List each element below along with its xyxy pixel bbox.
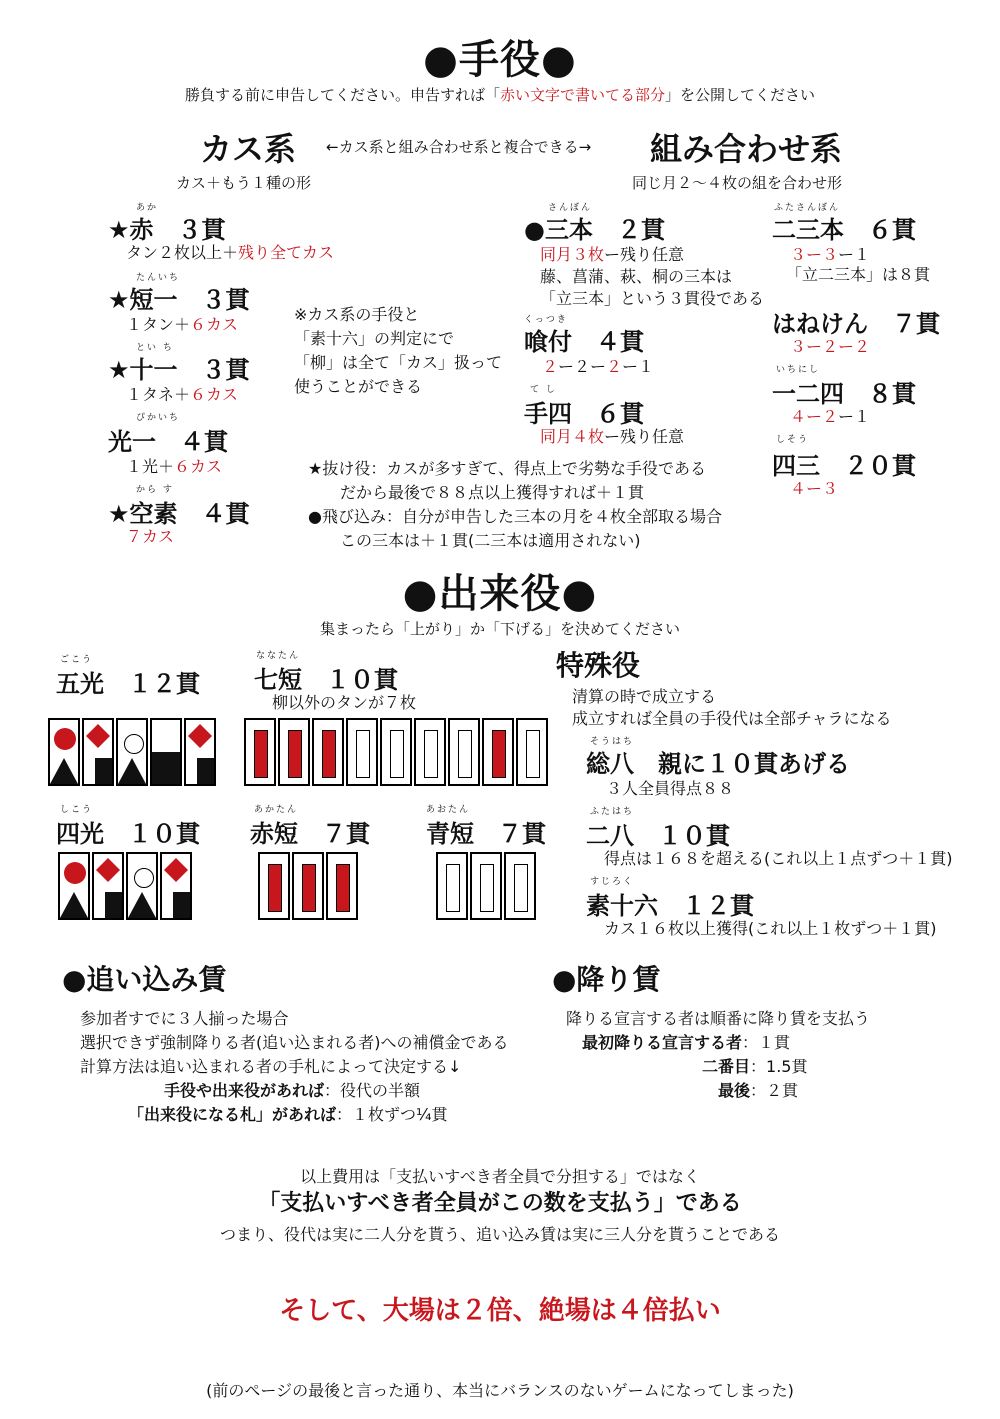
yaku-haneken-desc: ３ー２ー２	[790, 337, 871, 356]
oikomi-line-1: 参加者すでに３人揃った場合	[80, 1009, 289, 1028]
oikomi-line-5: 「出来役になる札」があれば：１枚ずつ¼貫	[128, 1105, 448, 1124]
yaku-sujiroku-desc: カス１６枚以上獲得(これ以上１枚ずつ＋１貫)	[604, 919, 937, 938]
yaku-aka: ★赤 ３貫	[108, 216, 226, 244]
section-title-teyaku: ●手役●	[423, 37, 577, 83]
akatan-cards	[258, 852, 358, 920]
ruby-goko: ごこう	[60, 655, 94, 665]
yaku-sanbon-desc3: 「立三本」という３貫役である	[540, 289, 765, 308]
footer-line-1: 以上費用は「支払いすべき者全員で分担する」ではなく	[300, 1167, 700, 1186]
footer-line-3: つまり、役代は実に二人分を貰う、追い込み賃は実に三人分を貰うことである	[219, 1225, 780, 1244]
ruby-futahachi: ふたはち	[590, 807, 635, 817]
tokushu-line-2: 成立すれば全員の手役代は全部チャラになる	[572, 709, 892, 728]
tanzaku-card-icon	[346, 718, 378, 786]
ruby-pikaichi: ぴかいち	[136, 413, 181, 423]
moon-card-icon	[116, 718, 148, 786]
tobikomi-line-2: この三本は＋１貫(二三本は適用されない)	[340, 531, 641, 550]
tanzaku-card-icon	[470, 852, 502, 920]
shiko-cards	[58, 852, 192, 920]
tanzaku-card-icon	[244, 718, 276, 786]
ruby-sohachi: そうはち	[590, 737, 635, 747]
yaku-sohachi-desc: ３人全員得点８８	[606, 779, 735, 798]
yaku-teshi: 手四 ６貫	[524, 400, 644, 428]
ruby-aka: あか	[136, 203, 159, 213]
yaku-aka-desc: タン２枚以上＋残り全てカス	[126, 243, 335, 262]
yaku-shiko: 四光 １０貫	[56, 820, 200, 848]
note-line-1: ※カス系の手役と	[294, 305, 420, 324]
tanzaku-card-icon	[504, 852, 536, 920]
yaku-pikaichi-desc: １光＋６カス	[126, 457, 223, 476]
ruby-karasu: から す	[136, 485, 174, 495]
ruby-sujiroku: すじろく	[590, 877, 635, 887]
tanzaku-card-icon	[292, 852, 324, 920]
tobikomi-line-1: ●飛び込み：自分が申告した三本の月を４枚全部取る場合	[308, 507, 722, 526]
ori-line-2: 最初降りる宣言する者：１貫	[582, 1033, 791, 1052]
yaku-teshi-desc: 同月４枚ー残り任意	[540, 427, 685, 446]
ori-heading: ●降り賃	[552, 963, 661, 996]
kasu-combo-link: ←カス系と組み合わせ系と複合できる→	[326, 138, 592, 156]
yaku-futahachi-desc: 得点は１６８を超える(これ以上１点ずつ＋１貫)	[604, 849, 953, 868]
yaku-karasu: ★空素 ４貫	[108, 500, 250, 528]
yaku-kuttsuki-desc: ２ー２ー２ー１	[542, 357, 655, 376]
teyaku-intro: 勝負する前に申告してください。申告すれば「赤い文字で書いてる部分」を公開してください	[184, 86, 816, 104]
tanzaku-card-icon	[414, 718, 446, 786]
goko-cards	[48, 718, 216, 786]
yaku-sanbon-desc2: 藤、菖蒲、萩、桐の三本は	[540, 267, 733, 286]
yaku-sujiroku: 素十六 １２貫	[586, 892, 754, 920]
yaku-ichinishi-desc: ４ー２ー１	[790, 407, 871, 426]
yaku-sanbon-desc1: 同月３枚ー残り任意	[540, 245, 685, 264]
yaku-tanichi-desc: １タン＋６カス	[126, 315, 239, 334]
tanzaku-card-icon	[326, 852, 358, 920]
curtain-card-icon	[82, 718, 114, 786]
ruby-kuttsuki: くっつき	[524, 315, 568, 325]
section-title-dekiyaku: ●出来役●	[402, 571, 598, 617]
yaku-fusanbon: 二三本 ６貫	[772, 216, 916, 244]
ruby-ichinishi: いちにし	[776, 365, 821, 375]
yaku-sanbon: ●三本 ２貫	[524, 216, 665, 244]
yaku-shiso: 四三 ２０貫	[772, 452, 916, 480]
tanzaku-card-icon	[258, 852, 290, 920]
tanzaku-card-icon	[278, 718, 310, 786]
curtain-card-icon	[92, 852, 124, 920]
phoenix-card-icon	[184, 718, 216, 786]
ruby-aotan: あおたん	[426, 805, 471, 815]
kasu-heading: カス系	[200, 130, 297, 168]
rain-card-icon	[150, 718, 182, 786]
note-line-4: 使うことができる	[294, 377, 423, 396]
yaku-aotan: 青短 ７貫	[426, 820, 546, 848]
yaku-karasu-desc: ７カス	[126, 527, 175, 546]
yaku-sohachi: 総八 親に１０貫あげる	[586, 750, 850, 778]
yaku-kuttsuki: 喰付 ４貫	[524, 328, 644, 356]
combo-subtitle: 同じ月２〜４枚の組を合わせ形	[632, 174, 843, 192]
yaku-shiso-desc: ４ー３	[790, 479, 839, 498]
oikomi-line-3: 計算方法は追い込まれる者の手札によって決定する↓	[80, 1057, 462, 1076]
yaku-goko: 五光 １２貫	[56, 670, 200, 698]
yaku-akatan: 赤短 ７貫	[250, 820, 370, 848]
tanzaku-card-icon	[436, 852, 468, 920]
aotan-cards	[436, 852, 536, 920]
yaku-toichi: ★十一 ３貫	[108, 356, 250, 384]
ruby-shiko: しこう	[60, 805, 94, 815]
tokushu-line-1: 清算の時で成立する	[572, 687, 717, 706]
nuke-line-1: ★抜け役：カスが多すぎて、得点上で劣勢な手役である	[308, 459, 707, 478]
yaku-futahachi: 二八 １０貫	[586, 822, 730, 850]
ori-line-1: 降りる宣言する者は順番に降り賃を支払う	[566, 1009, 871, 1028]
ruby-tanichi: たんいち	[136, 273, 181, 283]
tanzaku-card-icon	[482, 718, 514, 786]
yaku-fusanbon-desc: ３ー３ー１	[790, 245, 871, 264]
moon-card-icon	[126, 852, 158, 920]
ruby-shiso: しそう	[776, 435, 810, 445]
yaku-pikaichi: 光一 ４貫	[108, 428, 228, 456]
tokushu-heading: 特殊役	[556, 649, 641, 682]
note-line-3: 「柳」は全て「カス」扱って	[294, 353, 503, 372]
tanzaku-card-icon	[516, 718, 548, 786]
ruby-toichi: とい ち	[136, 343, 174, 353]
crane-card-icon	[58, 852, 90, 920]
footer-line-2: 「支払いすべき者全員がこの数を支払う」である	[258, 1191, 742, 1216]
ori-line-3: 二番目：1.5貫	[702, 1057, 808, 1076]
ruby-fusanbon: ふたさんぼん	[774, 203, 841, 213]
nuke-line-2: だから最後で８８点以上獲得すれば＋１貫	[340, 483, 645, 502]
nanatan-cards	[244, 718, 548, 786]
yaku-fusanbon-desc2: 「立二三本」は８貫	[786, 265, 931, 284]
ruby-teshi: て し	[530, 385, 557, 395]
dekiyaku-intro: 集まったら「上がり」か「下げる」を決めてください	[319, 620, 680, 638]
yaku-tanichi: ★短一 ３貫	[108, 286, 250, 314]
yaku-nanatan-desc: 柳以外のタンが７枚	[272, 693, 417, 712]
ruby-akatan: あかたん	[254, 805, 299, 815]
yaku-toichi-desc: １タネ＋６カス	[126, 385, 239, 404]
ruby-nanatan: ななたん	[256, 651, 301, 661]
combo-heading: 組み合わせ系	[650, 130, 843, 168]
tanzaku-card-icon	[448, 718, 480, 786]
yaku-haneken: はねけん ７貫	[772, 310, 940, 338]
oikomi-line-4: 手役や出来役があれば：役代の半額	[164, 1081, 421, 1100]
ruby-sanbon: さんぼん	[548, 203, 593, 213]
crane-card-icon	[48, 718, 80, 786]
note-line-2: 「素十六」の判定にで	[294, 329, 455, 348]
oikomi-heading: ●追い込み賃	[62, 963, 227, 996]
yaku-ichinishi: 一二四 ８貫	[772, 380, 916, 408]
yaku-nanatan: 七短 １０貫	[254, 666, 398, 694]
kasu-subtitle: カス＋もう１種の形	[176, 174, 312, 192]
footer-line-5: (前のページの最後と言った通り、本当にバランスのないゲームになってしまった)	[206, 1381, 794, 1400]
tanzaku-card-icon	[380, 718, 412, 786]
footer-line-4: そして、大場は２倍、絶場は４倍払い	[279, 1296, 721, 1326]
oikomi-line-2: 選択できず強制降りる者(追い込まれる者)への補償金である	[80, 1033, 509, 1052]
tanzaku-card-icon	[312, 718, 344, 786]
ori-line-4: 最後：２貫	[718, 1081, 799, 1100]
phoenix-card-icon	[160, 852, 192, 920]
